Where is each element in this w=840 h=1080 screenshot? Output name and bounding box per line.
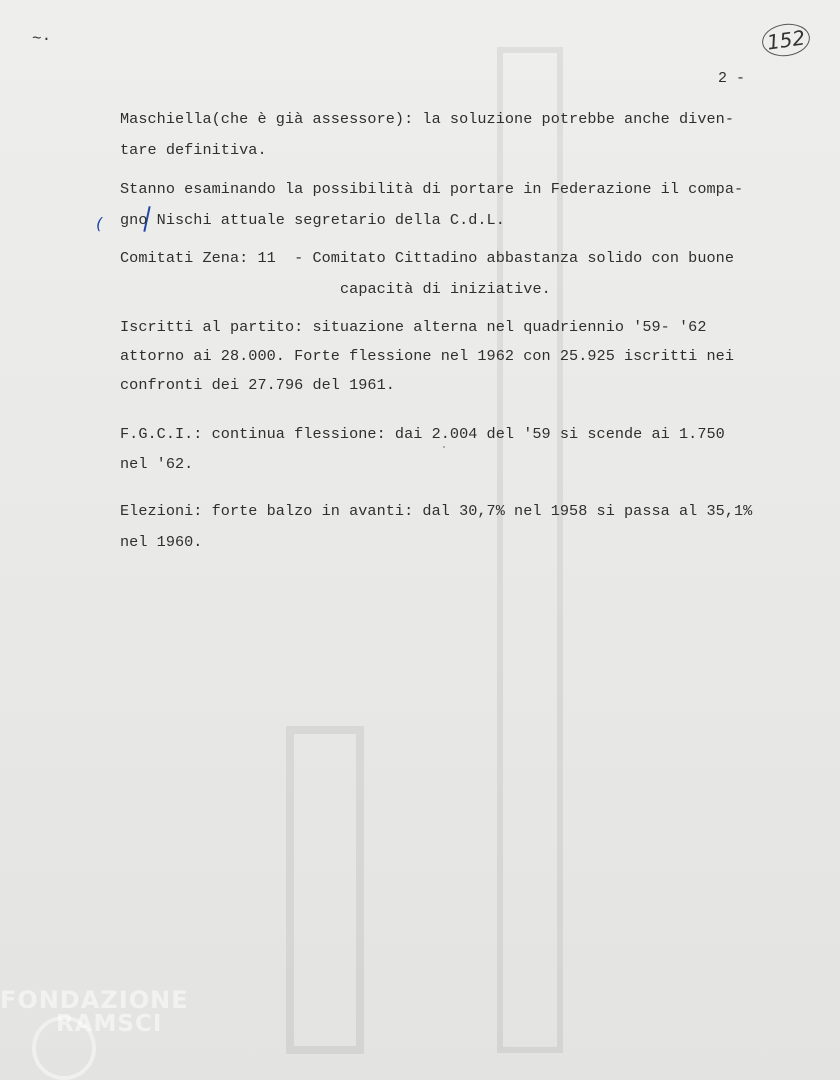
text-line: Stanno esaminando la possibilità di portare in Federazione il compa- xyxy=(120,180,744,198)
text-line: Elezioni: forte balzo in avanti: dal 30,7% nel 1958 si passa al 35,1% xyxy=(120,502,753,520)
archive-number-stamp: 152 xyxy=(760,21,812,59)
fondazione-logo xyxy=(0,988,189,1036)
text-line: Iscritti al partito: situazione alterna nel quadriennio '59- '62 xyxy=(120,318,707,336)
logo-line-2: RAMSCI xyxy=(56,1011,163,1037)
text-line: Maschiella(che è già assessore): la soluzione potrebbe anche diven- xyxy=(120,110,734,128)
text-line: nel 1960. xyxy=(120,533,203,551)
text-line: Comitati Zena: 11 - Comitato Cittadino abbastanza solido con buone xyxy=(120,249,734,267)
logo-line-1: FONDAZIONE xyxy=(0,986,189,1014)
text-line: nel '62. xyxy=(120,455,194,473)
margin-pen-mark: ( xyxy=(96,214,103,233)
text-line: capacità di iniziative. xyxy=(340,280,551,298)
corner-mark: ~· xyxy=(32,30,52,48)
text-line: tare definitiva. xyxy=(120,141,267,159)
text-line: confronti dei 27.796 del 1961. xyxy=(120,376,395,394)
text-line: attorno ai 28.000. Forte flessione nel 1962 con 25.925 iscritti nei xyxy=(120,347,734,365)
text-line: gno Nischi attuale segretario della C.d.L. xyxy=(120,211,505,229)
page-number: 2 - xyxy=(718,70,746,87)
text-line: F.G.C.I.: continua flessione: dai 2.004 del '59 si scende ai 1.750 xyxy=(120,425,725,443)
paper-speck xyxy=(443,446,445,448)
